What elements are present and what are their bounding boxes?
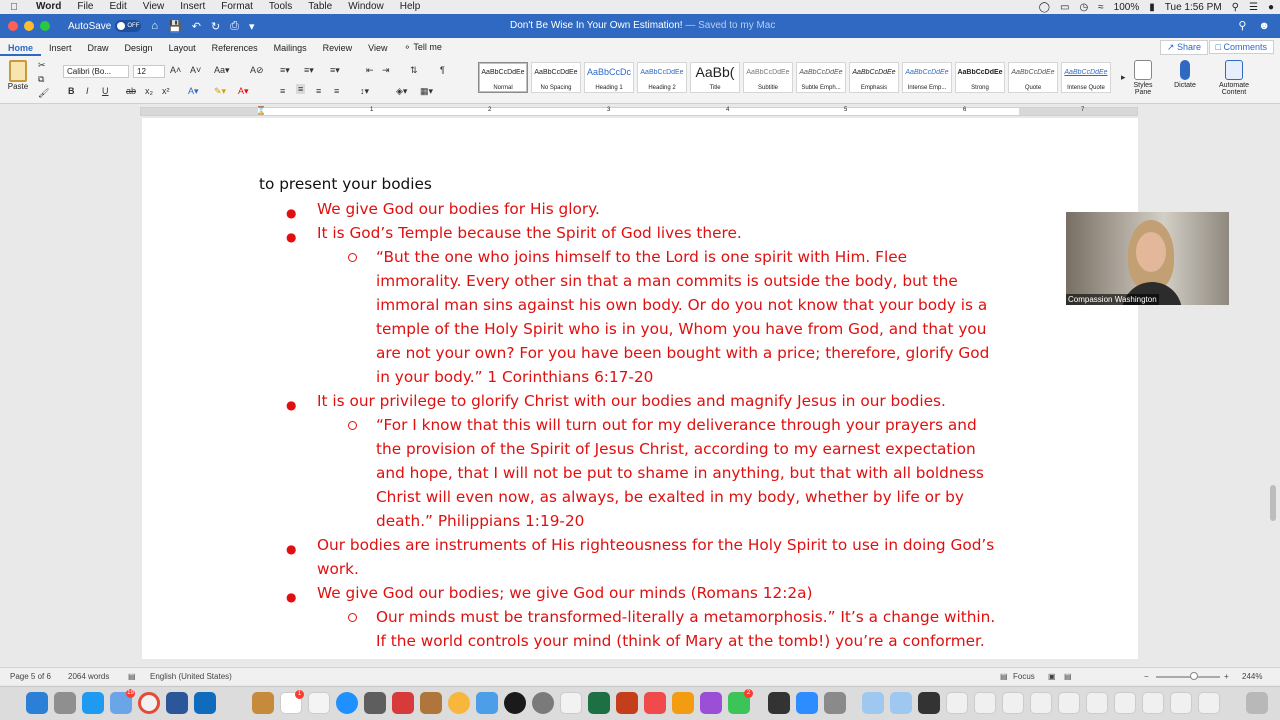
font-size-select[interactable]: 12 <box>133 65 165 78</box>
style-name: Title <box>709 85 721 91</box>
tab-home[interactable]: Home <box>0 43 41 56</box>
quote-line: and hope, that I will not be put to shame in anything, but that with all boldness <box>376 464 984 482</box>
bullet-icon: ● <box>286 398 297 412</box>
font-name-select[interactable]: Calibri (Bo... <box>63 65 129 78</box>
saved-status: — Saved to my Mac <box>685 20 776 31</box>
sub-bullet-icon <box>348 613 357 622</box>
ruler-number: 7 <box>1081 107 1085 113</box>
title-bar <box>0 14 1280 38</box>
menu-file[interactable]: File <box>77 1 94 12</box>
bullets-icon[interactable]: ≡▾ <box>280 65 290 75</box>
clipboard-icon <box>9 60 27 82</box>
bullet-icon: ● <box>286 590 297 604</box>
battery-percent[interactable]: 100% <box>1113 1 1140 13</box>
styles-pane-button[interactable] <box>1130 60 1156 96</box>
page-count[interactable]: Page 5 of 6 <box>10 672 51 681</box>
quote-line: Our minds must be transformed-literally a metamorphosis.” It’s a change within. <box>376 608 996 626</box>
accessibility-icon[interactable]: ◯ <box>1038 1 1050 13</box>
styles-gallery-more-icon[interactable]: ▸ <box>1121 72 1126 82</box>
list-item: We give God our bodies for His glory. <box>317 200 600 218</box>
align-right-icon[interactable]: ≡ <box>316 86 322 96</box>
word-icon[interactable] <box>166 692 188 714</box>
comments-label: Comments <box>1223 42 1267 52</box>
automate-content-button[interactable] <box>1212 60 1256 96</box>
excel-icon[interactable] <box>588 692 610 714</box>
quote-line: temple of the Holy Spirit who is in you, Whom you have from God, and that you <box>376 320 987 338</box>
numbering-icon[interactable]: ≡▾ <box>304 65 314 75</box>
tell-me-label: Tell me <box>413 42 442 52</box>
style-name: Intense Quote <box>1067 85 1105 91</box>
minimized-window-icon[interactable] <box>974 692 996 714</box>
style-name: Strong <box>971 85 989 91</box>
documents-folder-icon[interactable] <box>890 692 912 714</box>
style-sample: AaBb( <box>695 64 735 80</box>
change-case-icon[interactable]: Aa▾ <box>214 65 230 75</box>
tab-layout[interactable]: Layout <box>168 43 196 53</box>
autosave-label: AutoSave <box>68 20 112 32</box>
ruler[interactable] <box>0 104 1280 118</box>
autosave-control[interactable] <box>68 20 141 32</box>
quick-access-toolbar <box>151 20 254 33</box>
menu-view[interactable]: View <box>142 1 165 12</box>
tab-design[interactable]: Design <box>124 43 153 53</box>
wifi-icon[interactable]: ≈ <box>1098 1 1104 13</box>
ruler-number: 6 <box>963 107 967 113</box>
multilevel-list-icon[interactable]: ≡▾ <box>330 65 340 75</box>
style-sample: AaBbCcDc <box>586 67 631 77</box>
list-item: Our bodies are instruments of His righteousness for the Holy Spirit to use in doing God’s <box>317 536 995 554</box>
messages-badge: 2 <box>744 689 753 698</box>
lightbulb-icon: ⚬ <box>403 42 414 52</box>
print-icon[interactable]: ⎙ <box>230 19 239 32</box>
decrease-indent-icon[interactable]: ⇤ <box>366 65 374 75</box>
menu-tools[interactable]: Tools <box>268 1 293 12</box>
style-no-spacing[interactable] <box>531 62 581 93</box>
zoom-icon[interactable] <box>796 692 818 714</box>
ruler-number: 5 <box>844 107 848 113</box>
minimize-window-button[interactable] <box>24 21 34 31</box>
list-item: It is our privilege to glorify Christ with our bodies and magnify Jesus in our bodies. <box>317 392 946 410</box>
style-quote[interactable] <box>1008 62 1058 93</box>
garageband-icon[interactable] <box>420 692 442 714</box>
style-sample: AaBbCcDdEe <box>799 69 843 76</box>
menu-table[interactable]: Table <box>308 1 333 12</box>
style-sample: AaBbCcDdEe <box>957 69 1003 76</box>
clock-icon[interactable]: ◷ <box>1079 1 1089 13</box>
zoom-level[interactable]: 244% <box>1242 672 1263 681</box>
screenshot-icon[interactable] <box>560 692 582 714</box>
spotlight-icon[interactable]: ⚲ <box>1231 1 1239 13</box>
calendar-badge: 1 <box>295 690 304 699</box>
justify-icon[interactable]: ≡ <box>334 86 340 96</box>
sub-bullet-icon <box>348 421 357 430</box>
comments-button[interactable] <box>1209 40 1274 54</box>
menu-bar <box>0 0 1280 14</box>
style-sample: AaBbCcDdEe <box>746 69 790 76</box>
zoom-in-icon[interactable]: + <box>1224 672 1229 681</box>
menubar-clock[interactable]: Tue 1:56 PM <box>1164 1 1222 13</box>
app-store-icon[interactable] <box>82 692 104 714</box>
zoom-slider-thumb[interactable] <box>1190 672 1198 680</box>
grow-font-icon[interactable]: A˄ <box>170 65 182 75</box>
style-name: Heading 2 <box>648 85 676 91</box>
indent-marker-icon[interactable]: ⌛ <box>256 106 266 115</box>
autosave-state: OFF <box>127 23 140 29</box>
show-formatting-icon[interactable]: ¶ <box>440 65 445 75</box>
ruler-bar <box>140 107 1138 116</box>
document-page[interactable] <box>142 118 1138 659</box>
bold-icon[interactable]: B <box>68 86 75 96</box>
system-preferences-icon[interactable] <box>532 692 554 714</box>
underline-icon[interactable]: U <box>102 86 109 96</box>
zoom-out-icon[interactable]: − <box>1144 672 1149 681</box>
ruler-number: 3 <box>607 107 611 113</box>
superscript-icon[interactable]: x² <box>162 86 170 96</box>
bullet-icon: ● <box>286 230 297 244</box>
styles-pane-label: Styles Pane <box>1133 82 1153 96</box>
notes-app-icon[interactable] <box>252 692 274 714</box>
increase-indent-icon[interactable]: ⇥ <box>382 65 390 75</box>
document-canvas[interactable] <box>0 118 1268 659</box>
sort-icon[interactable]: ⇅ <box>410 65 418 75</box>
style-intense-quote[interactable] <box>1061 62 1111 93</box>
zoom-slider[interactable] <box>1156 676 1220 678</box>
home-icon[interactable]: ⌂ <box>151 19 159 32</box>
menu-edit[interactable]: Edit <box>109 1 127 12</box>
menu-window[interactable]: Window <box>348 1 384 12</box>
styles-pane-icon <box>1134 60 1152 80</box>
style-sample: AaBbCcDdEe <box>1011 69 1055 76</box>
style-sample: AaBbCcDdEe <box>640 69 684 76</box>
style-name: Quote <box>1024 85 1042 91</box>
automate-icon <box>1225 60 1243 80</box>
text-effects-icon[interactable]: A▾ <box>188 86 199 96</box>
format-painter-icon[interactable]: 🖌 <box>38 88 50 98</box>
applications-folder-icon[interactable] <box>862 692 884 714</box>
comment-icon: □ <box>1215 42 1224 52</box>
quote-line: in your body.” 1 Corinthians 6:17-20 <box>376 368 654 386</box>
participant-name: Compassion Washington <box>1068 295 1157 304</box>
web-layout-icon[interactable]: ▤ <box>1064 672 1072 681</box>
ribbon <box>0 56 1280 104</box>
books-icon[interactable] <box>672 692 694 714</box>
minimized-window-icon[interactable] <box>1030 692 1052 714</box>
list-item: It is God’s Temple because the Spirit of God lives there. <box>317 224 742 242</box>
document-title <box>510 14 775 38</box>
style-normal[interactable] <box>478 62 528 93</box>
style-name: Emphasis <box>860 85 888 91</box>
tab-references[interactable]: References <box>211 43 258 53</box>
align-center-icon[interactable]: ≡ <box>298 84 304 94</box>
ruler-left-margin <box>141 108 258 115</box>
apple-icon[interactable] <box>0 2 28 13</box>
news-icon[interactable] <box>644 692 666 714</box>
quote-line: immoral man sins against his own body. Or do you not know that your body is a <box>376 296 988 314</box>
strikethrough-icon[interactable]: ab <box>126 86 137 96</box>
minimized-window-icon[interactable] <box>1170 692 1192 714</box>
status-bar <box>0 667 1280 685</box>
menu-help[interactable]: Help <box>399 1 421 12</box>
calendar-icon[interactable] <box>280 692 302 714</box>
list-item: We give God our bodies; we give God our minds (Romans 12:2a) <box>317 584 813 602</box>
clear-formatting-icon[interactable]: A⊘ <box>250 65 264 75</box>
close-window-button[interactable] <box>8 21 18 31</box>
style-subtitle[interactable] <box>743 62 793 93</box>
preview-icon[interactable] <box>364 692 386 714</box>
minimized-window-icon[interactable] <box>1002 692 1024 714</box>
bullet-icon: ● <box>286 206 297 220</box>
language[interactable]: English (United States) <box>150 672 232 681</box>
style-strong[interactable] <box>955 62 1005 93</box>
ribbon-tabs <box>0 38 1280 56</box>
tell-me[interactable] <box>396 42 450 56</box>
line-spacing-icon[interactable]: ↕▾ <box>360 86 370 96</box>
cut-icon[interactable]: ✂ <box>38 60 46 70</box>
style-sample: AaBbCcDdEe <box>905 69 949 76</box>
ruler-number: 4 <box>726 107 730 113</box>
minimized-window-icon[interactable] <box>1086 692 1108 714</box>
powerpoint-icon[interactable] <box>616 692 638 714</box>
style-name: Subtle Emph... <box>801 85 841 91</box>
battery-icon[interactable]: ▮ <box>1149 1 1155 13</box>
style-heading-1[interactable] <box>584 62 634 93</box>
quote-line: immorality. Every other sin that a man commits is outside the body, but the <box>376 272 958 290</box>
microphone-icon <box>1180 60 1190 80</box>
style-sample: AaBbCcDdEe <box>1064 69 1108 76</box>
screen-mirror-icon[interactable]: ▭ <box>1059 1 1070 13</box>
trash-icon[interactable] <box>1246 692 1268 714</box>
keynote-icon[interactable] <box>476 692 498 714</box>
customize-toolbar-icon[interactable]: ▾ <box>248 20 255 33</box>
calculator-icon[interactable] <box>824 692 846 714</box>
copy-icon[interactable]: ⧉ <box>38 74 45 84</box>
styles-gallery <box>478 62 1111 93</box>
minimized-window-icon[interactable] <box>1142 692 1164 714</box>
quote-line: “For I know that this will turn out for my deliverance through your prayers and <box>376 416 977 434</box>
ruler-right-margin <box>1019 108 1137 115</box>
podcasts-icon[interactable] <box>700 692 722 714</box>
dictate-button[interactable] <box>1168 60 1202 89</box>
style-name: Subtitle <box>757 85 778 91</box>
style-sample: AaBbCcDdEe <box>534 69 578 76</box>
style-heading-2[interactable] <box>637 62 687 93</box>
search-icon[interactable]: ⚲ <box>1238 20 1247 32</box>
document-heading: to present your bodies <box>259 175 432 193</box>
tab-view[interactable]: View <box>368 43 388 53</box>
style-name: Intense Emp... <box>907 85 947 91</box>
mail-badge: 19 <box>127 690 134 696</box>
shrink-font-icon[interactable]: A˅ <box>190 65 202 75</box>
time-machine-icon[interactable] <box>504 692 526 714</box>
minimized-window-icon[interactable] <box>1058 692 1080 714</box>
share-icon: ↗ <box>1166 42 1177 52</box>
window-controls <box>8 21 50 31</box>
share-button[interactable] <box>1160 40 1208 55</box>
quote-line: the provision of the Spirit of Jesus Christ, according to my earnest expectation <box>376 440 976 458</box>
chrome-icon[interactable] <box>138 692 160 714</box>
align-left-icon[interactable]: ≡ <box>280 86 286 96</box>
style-sample: AaBbCcDdEe <box>852 69 896 76</box>
tab-review[interactable]: Review <box>322 43 353 53</box>
control-center-icon[interactable]: ☰ <box>1248 1 1258 13</box>
mail-icon[interactable] <box>110 692 132 714</box>
menu-insert[interactable]: Insert <box>180 1 206 12</box>
focus-label[interactable]: Focus <box>1013 672 1035 681</box>
document-title-text: Don't Be Wise In Your Own Estimation! <box>510 20 683 31</box>
minimized-window-icon[interactable] <box>1114 692 1136 714</box>
photo-booth-icon[interactable] <box>392 692 414 714</box>
dictate-label: Dictate <box>1174 82 1196 89</box>
share-label: Share <box>1176 42 1201 52</box>
tab-mailings[interactable]: Mailings <box>273 43 307 53</box>
shading-icon[interactable]: ◈▾ <box>396 86 408 96</box>
sub-bullet-icon <box>348 253 357 262</box>
subscript-icon[interactable]: x₂ <box>145 86 153 96</box>
menu-app-word[interactable]: Word <box>36 1 62 12</box>
style-sample: AaBbCcDdEe <box>481 69 525 76</box>
word-count[interactable]: 2064 words <box>68 672 110 681</box>
vertical-scrollbar[interactable] <box>1268 118 1278 659</box>
style-name: No Spacing <box>540 85 572 91</box>
automate-label: Automate Content <box>1219 82 1249 96</box>
scrollbar-thumb[interactable] <box>1270 485 1276 521</box>
minimized-window-icon[interactable] <box>1198 692 1220 714</box>
zoom-window-button[interactable] <box>40 21 50 31</box>
focus-icon[interactable]: ▤ <box>1000 672 1008 681</box>
terminal-icon[interactable] <box>918 692 940 714</box>
print-layout-icon[interactable]: ▣ <box>1048 672 1056 681</box>
participant-face <box>1136 232 1166 272</box>
paste-button[interactable] <box>6 60 30 91</box>
italic-icon[interactable]: I <box>86 86 89 96</box>
quote-line: Christ will even now, as always, be exalted in my body, whether by life or by <box>376 488 964 506</box>
style-title[interactable] <box>690 62 740 93</box>
safari-icon[interactable] <box>336 692 358 714</box>
style-intense-emphasis[interactable] <box>902 62 952 93</box>
autosave-toggle[interactable] <box>115 20 141 32</box>
list-item-continuation: work. <box>317 560 359 578</box>
redo-icon[interactable]: ↻ <box>210 20 221 33</box>
finder-icon[interactable] <box>26 692 48 714</box>
style-subtle-emphasis[interactable] <box>796 62 846 93</box>
style-emphasis[interactable] <box>849 62 899 93</box>
save-icon[interactable]: 💾 <box>168 20 182 33</box>
style-name: Normal <box>493 85 513 91</box>
quote-line: are not your own? For you have been bought with a price; therefore, glorify God <box>376 344 990 362</box>
menu-format[interactable]: Format <box>221 1 253 12</box>
reminders-icon[interactable] <box>308 692 330 714</box>
ruler-number: 2 <box>488 107 492 113</box>
quote-line: death.” Philippians 1:19-20 <box>376 512 585 530</box>
outlook-icon[interactable] <box>194 692 216 714</box>
tab-draw[interactable]: Draw <box>87 43 109 53</box>
font-color-icon[interactable]: A▾ <box>238 86 249 96</box>
dock <box>0 686 1280 720</box>
minimized-window-icon[interactable] <box>946 692 968 714</box>
ruler-number: 1 <box>370 107 374 113</box>
undo-icon[interactable]: ↶ <box>191 20 201 33</box>
video-call-overlay[interactable] <box>1066 212 1229 305</box>
highlight-icon[interactable]: ✎▾ <box>214 86 227 96</box>
account-icon[interactable]: ☻ <box>1258 20 1270 32</box>
quote-line: “But the one who joins himself to the Lord is one spirit with Him. Flee <box>376 248 908 266</box>
tab-insert[interactable]: Insert <box>49 43 72 53</box>
quote-line: If the world controls your mind (think of Mary at the tomb!) you’re a conformer. <box>376 632 985 650</box>
photos-icon[interactable] <box>448 692 470 714</box>
messages-icon[interactable] <box>728 692 750 714</box>
paste-label: Paste <box>7 82 29 91</box>
quicktime-icon[interactable] <box>768 692 790 714</box>
proofing-icon[interactable]: ▤ <box>128 672 136 681</box>
bullet-icon: ● <box>286 542 297 556</box>
launchpad-icon[interactable] <box>54 692 76 714</box>
borders-icon[interactable]: ▦▾ <box>420 86 434 96</box>
siri-icon[interactable]: ● <box>1267 1 1274 13</box>
style-name: Heading 1 <box>595 85 623 91</box>
